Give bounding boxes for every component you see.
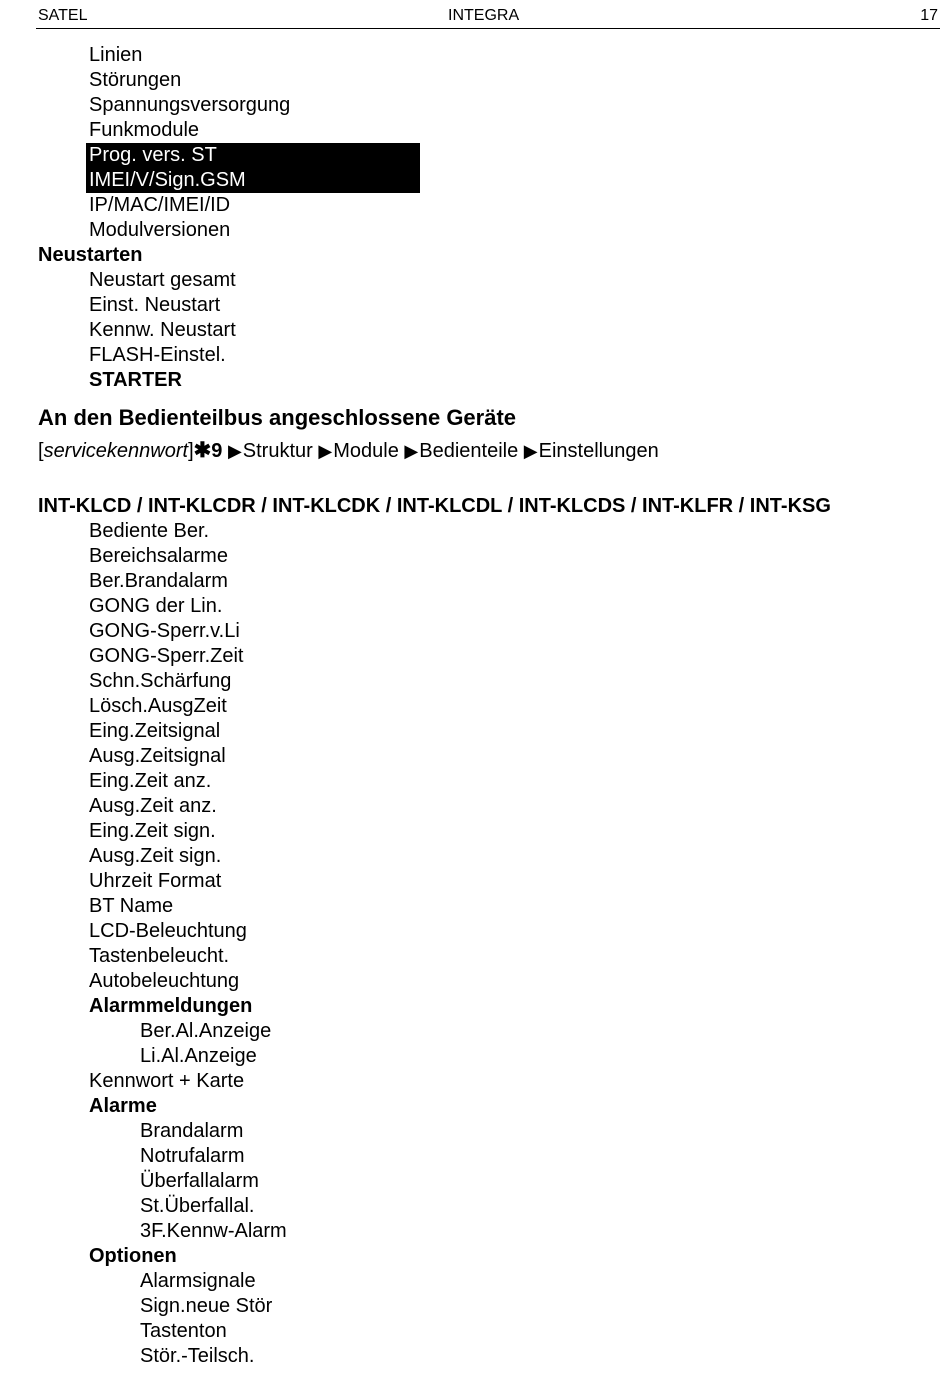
menu-item [0, 68, 950, 93]
menu-item-label: Störungen [89, 69, 182, 91]
menu-item [0, 744, 950, 769]
menu-item-label-highlighted: Prog. vers. ST [86, 143, 420, 168]
menu-item [0, 193, 950, 218]
menu-item [0, 343, 950, 368]
menu-item-label: Alarmmeldungen [89, 995, 253, 1017]
page-header [36, 6, 940, 29]
menu-item [0, 118, 950, 143]
path-service-code: servicekennwort [43, 440, 189, 462]
arrow-right-icon: ▶ [404, 441, 419, 461]
menu-item [0, 243, 950, 268]
menu-item [0, 1144, 950, 1169]
menu-item [0, 1069, 950, 1094]
menu-item [0, 844, 950, 869]
menu-item [0, 1269, 950, 1294]
menu-item [0, 644, 950, 669]
menu-item [0, 719, 950, 744]
menu-item [0, 669, 950, 694]
menu-item-label: Ber.Brandalarm [89, 570, 228, 592]
menu-item [0, 1294, 950, 1319]
menu-item-label: Bediente Ber. [89, 520, 210, 542]
menu-item-label: Alarmsignale [140, 1270, 256, 1292]
menu-item-label-highlighted: IMEI/V/Sign.GSM [86, 168, 420, 193]
menu-item-label: Optionen [89, 1245, 177, 1267]
page-number: 17 [920, 7, 938, 24]
menu-item-label: BT Name [89, 895, 174, 917]
menu-item [0, 769, 950, 794]
menu-item-label: Funkmodule [89, 119, 200, 141]
path-open-bracket: [ [38, 440, 44, 462]
menu-item-label: Schn.Schärfung [89, 670, 232, 692]
path-step: Module [333, 440, 399, 462]
menu-item-label: Ausg.Zeitsignal [89, 745, 226, 767]
menu-item-label: Linien [89, 44, 143, 66]
menu-item-label: Bereichsalarme [89, 545, 228, 567]
menu-item [0, 93, 950, 118]
menu-item [0, 1194, 950, 1219]
menu-item [0, 1044, 950, 1069]
menu-item-label: Eing.Zeitsignal [89, 720, 221, 742]
menu-item-label: Ausg.Zeit anz. [89, 795, 217, 817]
menu-item-label: FLASH-Einstel. [89, 344, 226, 366]
menu-item [0, 619, 950, 644]
path-step: Einstellungen [538, 440, 659, 462]
menu-item [0, 1219, 950, 1244]
menu-item [0, 569, 950, 594]
menu-item [0, 268, 950, 293]
menu-path [38, 438, 659, 464]
menu-item [0, 969, 950, 994]
menu-item [0, 694, 950, 719]
menu-item-label: GONG-Sperr.v.Li [89, 620, 240, 642]
section-title: An den Bedienteilbus angeschlossene Geräte [38, 405, 517, 430]
menu-item-label: Modulversionen [89, 219, 231, 241]
menu-list-top [0, 43, 950, 393]
menu-item [0, 1094, 950, 1119]
menu-item-label: STARTER [89, 369, 182, 391]
path-key: 9 [211, 440, 223, 462]
menu-item [0, 819, 950, 844]
menu-item [0, 368, 950, 393]
menu-item-label: Überfallalarm [140, 1170, 259, 1192]
menu-item-label: Eing.Zeit anz. [89, 770, 212, 792]
menu-item [0, 1344, 950, 1369]
menu-item-label: Tastenbeleucht. [89, 945, 230, 967]
menu-item-label: Ausg.Zeit sign. [89, 845, 222, 867]
menu-item [0, 218, 950, 243]
path-step: Bedienteile [419, 440, 519, 462]
menu-item [0, 544, 950, 569]
arrow-right-icon: ▶ [523, 441, 538, 461]
menu-item-label: Brandalarm [140, 1120, 244, 1142]
menu-item-label: Li.Al.Anzeige [140, 1045, 257, 1067]
menu-item-label: GONG der Lin. [89, 595, 223, 617]
arrow-right-icon: ▶ [227, 441, 242, 461]
menu-item [0, 869, 950, 894]
menu-item [0, 143, 950, 168]
menu-item-label: Neustarten [38, 244, 143, 266]
menu-item-label: Notrufalarm [140, 1145, 245, 1167]
path-steps [228, 440, 659, 462]
menu-item-label: LCD-Beleuchtung [89, 920, 247, 942]
menu-item-label: Alarme [89, 1095, 157, 1117]
menu-item-label: IP/MAC/IMEI/ID [89, 194, 231, 216]
menu-item-label: GONG-Sperr.Zeit [89, 645, 244, 667]
star-key-icon: ✱ [193, 439, 212, 462]
menu-item [0, 1244, 950, 1269]
menu-item-label: Tastenton [140, 1320, 227, 1342]
menu-item [0, 894, 950, 919]
menu-item [0, 994, 950, 1019]
arrow-right-icon: ▶ [318, 441, 333, 461]
menu-item [0, 944, 950, 969]
menu-item [0, 1169, 950, 1194]
header-product: INTEGRA [448, 7, 520, 24]
menu-item-label: Eing.Zeit sign. [89, 820, 216, 842]
menu-item [0, 293, 950, 318]
menu-item-label: Kennw. Neustart [89, 319, 236, 341]
menu-item [0, 318, 950, 343]
menu-item-label: Einst. Neustart [89, 294, 221, 316]
menu-item [0, 1119, 950, 1144]
menu-item-label: Autobeleuchtung [89, 970, 240, 992]
menu-item-label: Sign.neue Stör [140, 1295, 273, 1317]
menu-item-label: St.Überfallal. [140, 1195, 255, 1217]
menu-item-label: 3F.Kennw-Alarm [140, 1220, 287, 1242]
menu-item [0, 43, 950, 68]
keypad-models: INT-KLCD / INT-KLCDR / INT-KLCDK / INT-KLCDL / INT-KLCDS / INT-KLFR / INT-KSG [38, 495, 831, 517]
menu-item-label: Spannungsversorgung [89, 94, 291, 116]
menu-list-bottom [0, 519, 950, 1369]
menu-item [0, 919, 950, 944]
menu-item-label: Neustart gesamt [89, 269, 236, 291]
menu-item-label: Ber.Al.Anzeige [140, 1020, 272, 1042]
menu-item [0, 168, 950, 193]
menu-item-label: Kennwort + Karte [89, 1070, 245, 1092]
menu-item-label: Uhrzeit Format [89, 870, 222, 892]
menu-item [0, 1319, 950, 1344]
menu-item [0, 794, 950, 819]
menu-item [0, 519, 950, 544]
menu-item-label: Stör.-Teilsch. [140, 1345, 255, 1367]
header-brand: SATEL [38, 7, 88, 24]
path-step: Struktur [242, 440, 313, 462]
path-close-bracket: ] [188, 440, 194, 462]
menu-item [0, 1019, 950, 1044]
menu-item-label: Lösch.AusgZeit [89, 695, 227, 717]
menu-item [0, 594, 950, 619]
